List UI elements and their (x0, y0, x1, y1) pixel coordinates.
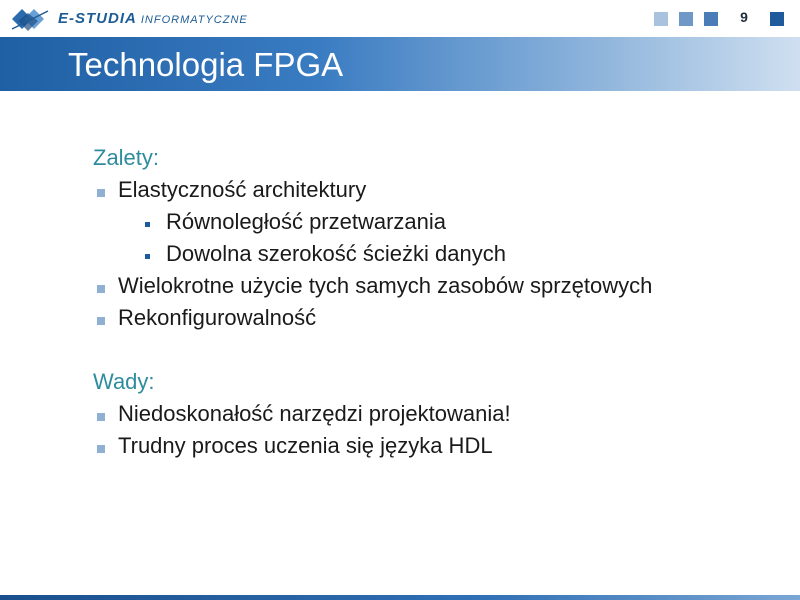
sub-bullet-icon (145, 254, 150, 259)
disadvantage-item: Niedoskonałość narzędzi projektowania! (118, 401, 511, 426)
page-number: 9 (740, 9, 748, 25)
advantages-heading: Zalety: (93, 145, 160, 170)
bullet-icon (97, 413, 105, 421)
logo-text (58, 10, 248, 28)
slide-title: Technologia FPGA (68, 46, 344, 83)
advantage-item: Elastyczność architektury (118, 177, 367, 202)
bullet-icon (97, 445, 105, 453)
nav-square-1[interactable] (654, 12, 668, 26)
advantage-item: Wielokrotne użycie tych samych zasobów sprzętowych (118, 273, 653, 298)
advantage-subitem: Równoległość przetwarzania (166, 209, 447, 234)
logo-mark-icon (10, 5, 50, 33)
logo-main-text: E-STUDIA (58, 10, 137, 27)
nav-square-4[interactable] (770, 12, 784, 26)
logo-sub-text: INFORMATYCZNE (140, 14, 248, 26)
nav-square-2[interactable] (679, 12, 693, 26)
sub-bullet-icon (145, 222, 150, 227)
disadvantages-heading: Wady: (93, 369, 155, 394)
bullet-icon (97, 285, 105, 293)
e-studia-logo (6, 2, 266, 34)
footer-stripe (0, 595, 800, 600)
bullet-icon (97, 189, 105, 197)
bullet-icon (97, 317, 105, 325)
disadvantage-item: Trudny proces uczenia się języka HDL (118, 433, 493, 458)
advantage-subitem: Dowolna szerokość ścieżki danych (166, 241, 506, 266)
advantage-item: Rekonfigurowalność (118, 305, 317, 330)
nav-square-3[interactable] (704, 12, 718, 26)
